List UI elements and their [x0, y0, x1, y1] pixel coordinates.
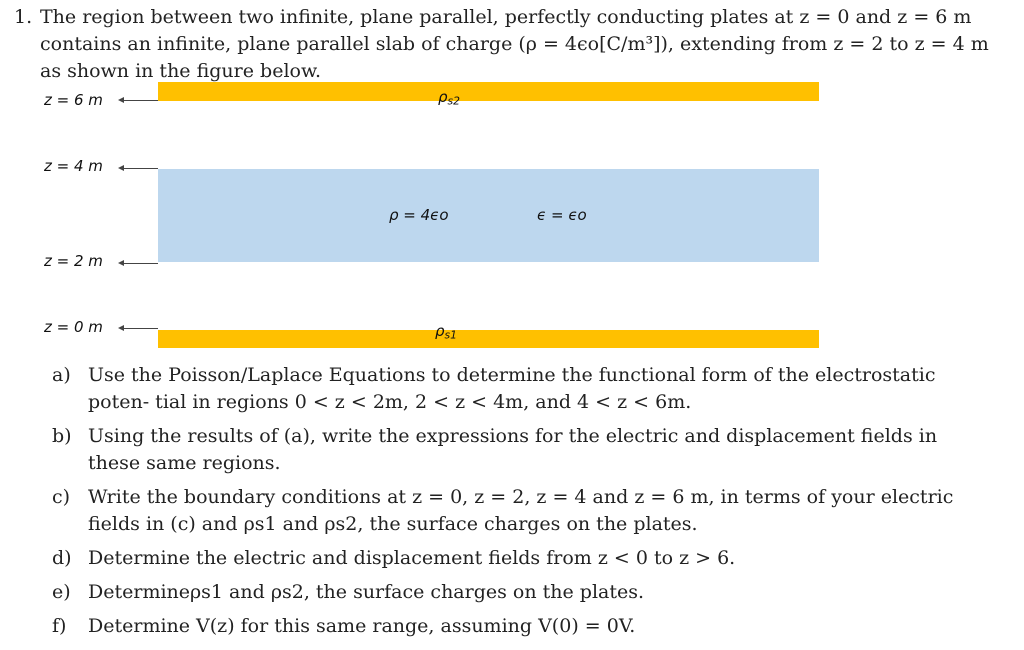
intro-line-2: contains an infinite, plane parallel slab of charge (ρ = 4ϵo[C/m³]), extending from z = 2 to z = 4 m: [40, 33, 989, 55]
intro-line-1: The region between two infinite, plane parallel, perfectly conducting plates at z = 0 and z = 6 m: [40, 6, 972, 28]
charge-slab: [158, 169, 819, 262]
top-plate: [158, 82, 819, 101]
label-z0: z = 0 m: [44, 318, 103, 336]
label-rho-s2: $\rho_{s2}$: [438, 88, 461, 108]
label-z2: z = 2 m: [44, 252, 103, 270]
part-b: [52, 423, 992, 477]
label-z4: z = 4 m: [44, 157, 103, 175]
part-d: [52, 545, 992, 572]
label-z6: z = 6 m: [44, 91, 103, 109]
label-epsilon: ϵ = ϵo: [537, 206, 587, 224]
problem-number: 1.: [14, 6, 33, 28]
intro-line-3: as shown in the figure below.: [40, 60, 322, 82]
part-label: b): [52, 425, 72, 447]
arrow-z2-line: [124, 263, 158, 264]
part-text: Determineρs1 and ρs2, the surface charges on the plates.: [88, 581, 645, 603]
part-label: a): [52, 364, 71, 386]
part-text: Determine the electric and displacement fields from z < 0 to z > 6.: [88, 547, 736, 569]
part-label: f): [52, 615, 67, 637]
part-a: [52, 362, 992, 416]
part-f: [52, 613, 992, 640]
part-c: [52, 484, 992, 538]
label-rho-s1: $\rho_{s1}$: [435, 322, 458, 342]
arrow-z4-line: [124, 168, 158, 169]
arrow-z0-line: [124, 328, 158, 329]
problem-statement: [14, 4, 1014, 85]
part-text: Write the boundary conditions at z = 0, z = 2, z = 4 and z = 6 m, in terms of your electric fields in (c) and ρs1 and ρs2, the surface charges on the plates.: [88, 486, 954, 535]
part-text: Determine V(z) for this same range, assuming V(0) = 0V.: [88, 615, 636, 637]
part-text: Use the Poisson/Laplace Equations to determine the functional form of the electrostatic poten- tial in regions 0 < z < 2m, 2 < z < 4m, and 4 < z < 6m.: [88, 364, 936, 413]
part-e: [52, 579, 992, 606]
part-label: e): [52, 581, 71, 603]
label-rho: ρ = 4ϵo: [389, 206, 449, 224]
question-parts: [52, 362, 992, 647]
bottom-plate: [158, 330, 819, 348]
part-label: d): [52, 547, 72, 569]
part-label: c): [52, 486, 71, 508]
part-text: Using the results of (a), write the expressions for the electric and displacement fields in these same regions.: [88, 425, 938, 474]
arrow-z6-line: [124, 100, 158, 101]
